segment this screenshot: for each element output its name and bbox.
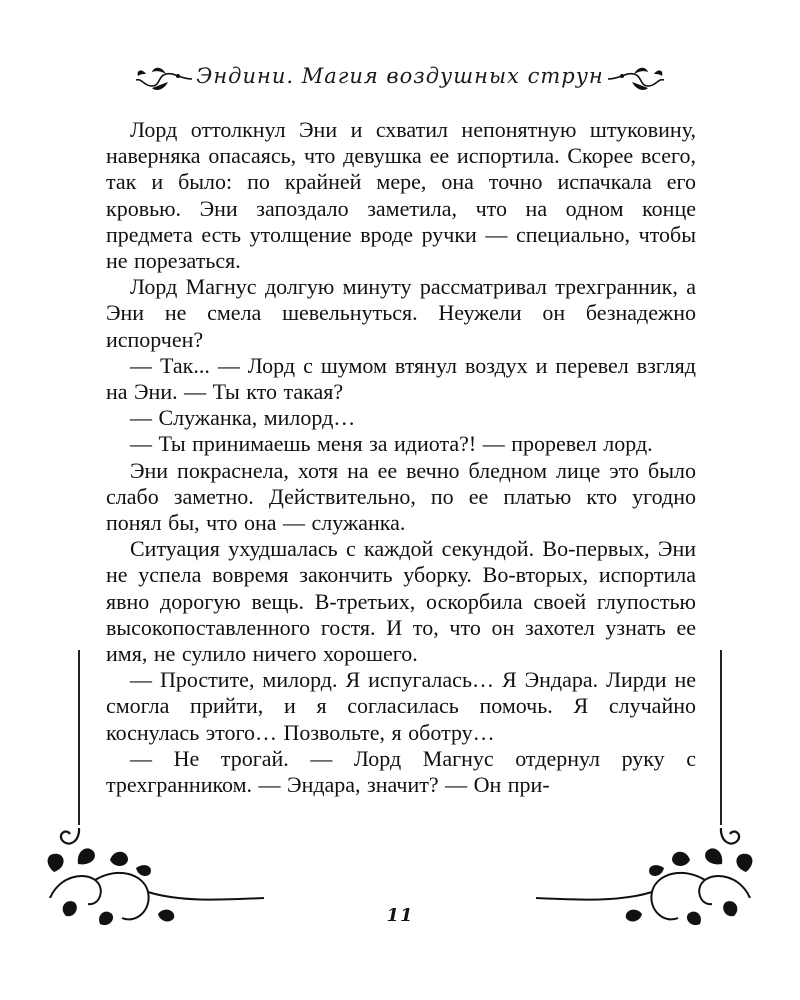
header-ornament-right-icon xyxy=(606,64,668,94)
frame-line-left xyxy=(78,650,80,825)
frame-line-right xyxy=(720,650,722,825)
paragraph: Лорд оттолкнул Эни и схватил непонятную штуковину, наверняка опасаясь, что девушка ее испортила. Скорее всего, так и было: по крайней мере, она точно испачкала его кровью. Эни запоздало заметила, что на одном конце предмета есть утолщение вроде ручки — специально, чтобы не порезаться. xyxy=(106,117,696,274)
paragraph: Лорд Магнус долгую минуту рассматривал трехгранник, а Эни не смела шевельнуться. Неужели он безнадежно испорчен? xyxy=(106,274,696,352)
paragraph: — Так... — Лорд с шумом втянул воздух и перевел взгляд на Эни. — Ты кто такая? xyxy=(106,352,696,405)
header-ornament-left-icon xyxy=(132,64,194,94)
paragraph: Ситуация ухудшалась с каждой секундой. Во-первых, Эни не успела вовремя закончить уборку. Во-вторых, испортила явно дорогую вещь. В-третьих, оскорбила своей глупостью высокопоставленного гостя. И то, что он захотел узнать ее имя, не сулило ничего хорошего. xyxy=(106,536,696,667)
paragraph: — Простите, милорд. Я испугалась… Я Эндара. Лирди не смогла прийти, и я согласилась помочь. Я случайно коснулась этого… Позвольте, я оботру… xyxy=(106,667,696,745)
paragraph: — Не трогай. — Лорд Магнус отдернул руку с трехгранником. — Эндара, значит? — Он при- xyxy=(106,745,696,798)
corner-ornament-left-icon xyxy=(40,820,270,935)
corner-ornament-right-icon xyxy=(530,820,760,935)
paragraph: — Служанка, милорд… xyxy=(130,405,356,431)
page-number: 11 xyxy=(386,905,414,926)
body-text xyxy=(106,117,696,798)
running-header xyxy=(0,58,800,102)
header-title: Эндини. Магия воздушных струн xyxy=(196,64,604,88)
paragraph: — Ты принимаешь меня за идиота?! — проревел лорд. xyxy=(130,431,653,457)
paragraph: Эни покраснела, хотя на ее вечно бледном лице это было слабо заметно. Действительно, по ее платью кто угодно понял бы, что она — служанка. xyxy=(106,457,696,536)
